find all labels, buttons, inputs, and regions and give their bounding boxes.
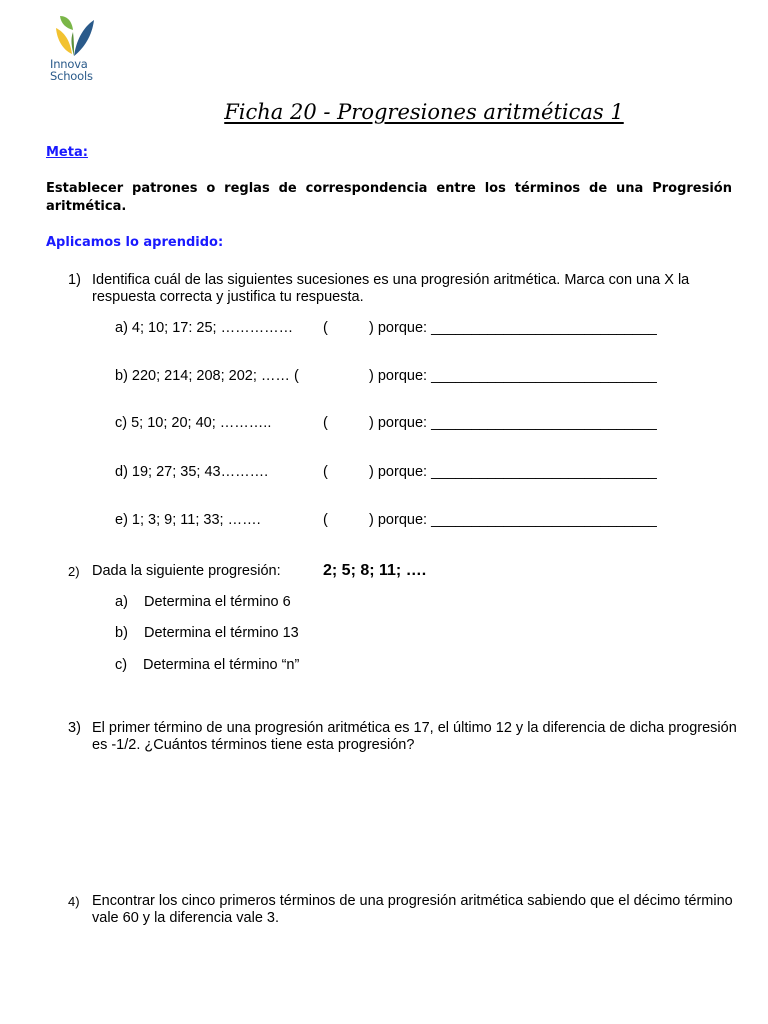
option-sequence: b) 220; 214; 208; 202; …… (: [115, 368, 299, 384]
meta-text: Establecer patrones o reglas de correspondencia entre los términos de una Progresión aritmética.: [46, 181, 732, 214]
sub-item-letter: c): [115, 657, 128, 673]
question-number: 4): [68, 894, 80, 909]
meta-label: Meta:: [46, 145, 88, 160]
question-text: Identifica cuál de las siguientes sucesiones es una progresión aritmética. Marca con una X la respuesta correcta y justifica tu respuesta.: [92, 272, 690, 305]
justification-line[interactable]: ) porque: ____________________________: [369, 368, 657, 384]
page-title: Ficha 20 - Progresiones aritméticas 1: [224, 100, 624, 124]
option-sequence: c) 5; 10; 20; 40; ………..: [115, 415, 272, 431]
option-sequence: a) 4; 10; 17: 25; ……………: [115, 320, 294, 336]
innova-schools-logo: [46, 12, 104, 88]
question-text: El primer término de una progresión aritmética es 17, el último 12 y la diferencia de dicha progresión es -1/2. ¿Cuántos términos tiene esta progresión?: [92, 720, 737, 753]
option-sequence: d) 19; 27; 35; 43……….: [115, 464, 269, 480]
logo-line1: Innova: [50, 57, 88, 71]
sub-item-text: Determina el término “n”: [143, 657, 300, 673]
sub-item-letter: a): [115, 594, 128, 610]
question-number: 3): [68, 720, 81, 736]
answer-mark-box[interactable]: (: [323, 415, 328, 431]
answer-mark-box[interactable]: (: [323, 320, 328, 336]
answer-mark-box[interactable]: (: [323, 464, 328, 480]
logo-line2: Schools: [50, 69, 93, 83]
justification-line[interactable]: ) porque: ____________________________: [369, 464, 657, 480]
justification-line[interactable]: ) porque: ____________________________: [369, 320, 657, 336]
question-text: Encontrar los cinco primeros términos de una progresión aritmética sabiendo que el décimo término vale 60 y la diferencia vale 3.: [92, 893, 733, 926]
section-heading: Aplicamos lo aprendido:: [46, 235, 224, 250]
question-number: 1): [68, 272, 81, 288]
answer-mark-box[interactable]: (: [323, 512, 328, 528]
sub-item-letter: b): [115, 625, 128, 641]
question-number: 2): [68, 564, 80, 579]
justification-line[interactable]: ) porque: ____________________________: [369, 512, 657, 528]
sub-item-text: Determina el término 6: [144, 594, 291, 610]
sub-item-text: Determina el término 13: [144, 625, 299, 641]
option-sequence: e) 1; 3; 9; 11; 33; …….: [115, 512, 261, 528]
question-text: Dada la siguiente progresión:: [92, 563, 281, 579]
logo-leaf-icon: [46, 12, 104, 58]
justification-line[interactable]: ) porque: ____________________________: [369, 415, 657, 431]
progression-sequence: 2; 5; 8; 11; ….: [323, 562, 427, 579]
logo-text: [50, 58, 110, 82]
